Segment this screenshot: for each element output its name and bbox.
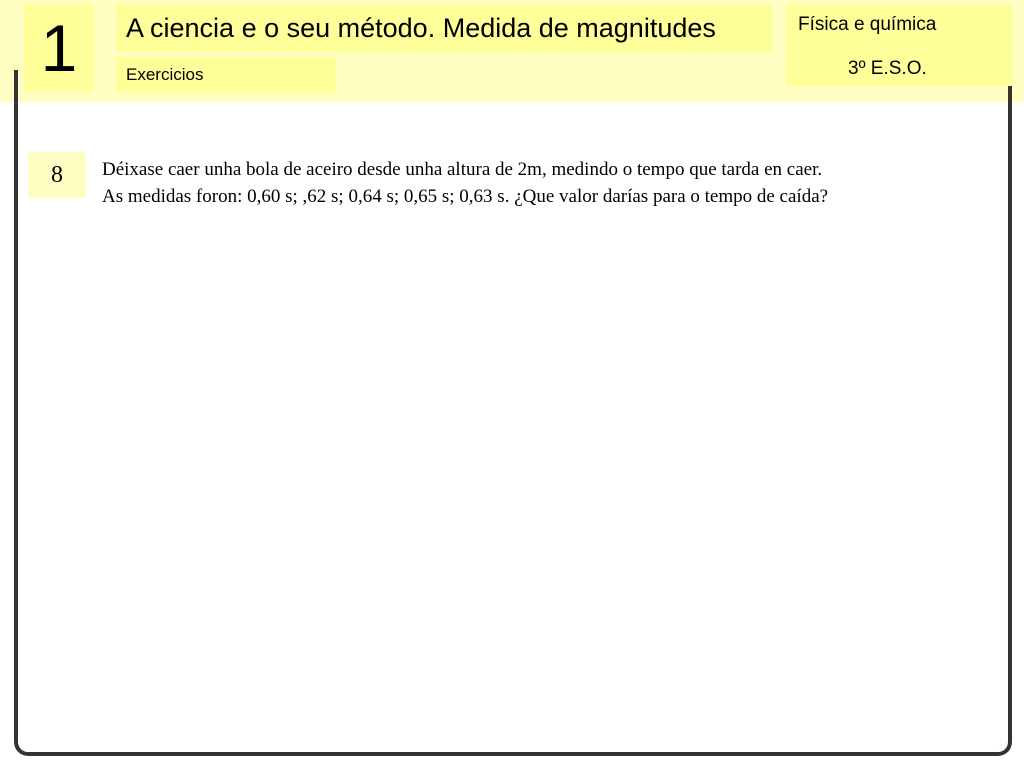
section-subtitle: Exercicios xyxy=(116,57,336,93)
page-title: A ciencia e o seu método. Medida de magnitudes xyxy=(116,4,772,52)
exercise-statement xyxy=(102,156,1002,210)
course-level: 3º E.S.O. xyxy=(848,58,927,79)
subject-name: Física e química xyxy=(798,14,937,35)
exercise-line-2: As medidas foron: 0,60 s; ,62 s; 0,64 s; 0,65 s; 0,63 s. ¿Que valor darías para o tempo de caída? xyxy=(102,186,829,207)
exercise-number: 8 xyxy=(28,152,86,198)
subject-box xyxy=(786,4,1012,86)
chapter-number: 1 xyxy=(24,4,94,92)
exercise-line-1: Déixase caer unha bola de aceiro desde unha altura de 2m, medindo o tempo que tarda en caer. xyxy=(102,159,823,180)
